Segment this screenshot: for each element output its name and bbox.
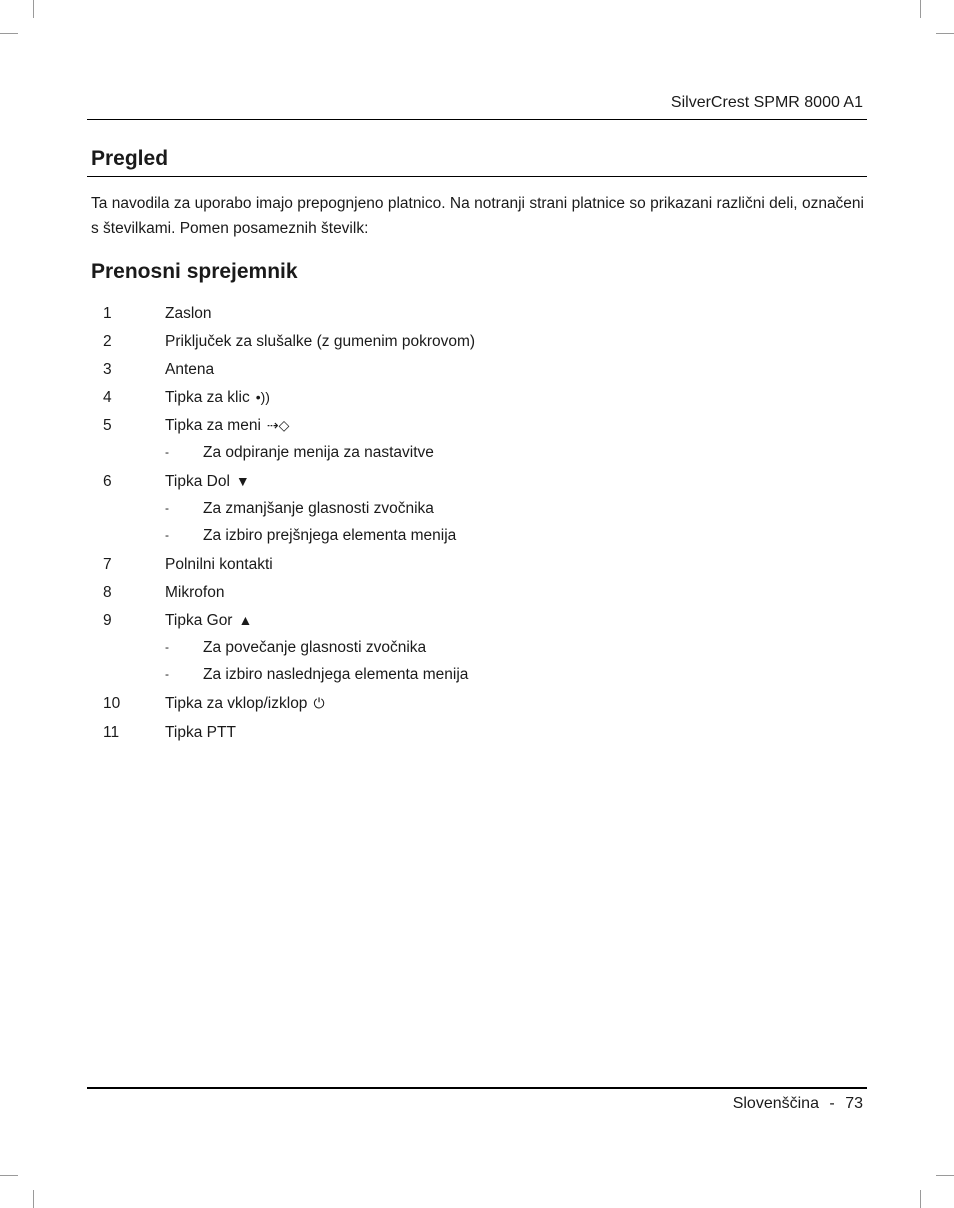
item-number: 4: [103, 389, 112, 406]
key-symbol-icon: ▲: [238, 612, 253, 628]
bullet-dash: -: [165, 445, 169, 459]
bullet-dash: -: [165, 640, 169, 654]
item-label: [165, 333, 475, 351]
key-symbol-icon: ▼: [235, 473, 250, 489]
item-label-text: Tipka Dol: [165, 473, 230, 490]
sub-item-text: Za izbiro naslednjega elementa menija: [203, 666, 469, 683]
key-symbol-icon: ⇢◇: [266, 417, 290, 433]
item-label: [165, 361, 214, 379]
item-label-text: Antena: [165, 361, 215, 378]
page-number: 73: [845, 1095, 863, 1112]
sub-item-text: Za izbiro prejšnjega elementa menija: [203, 527, 457, 544]
page-footer: [733, 1095, 863, 1113]
item-label-text: Tipka za vklop/izklop: [165, 695, 308, 712]
footer-separator: -: [829, 1095, 835, 1112]
item-label: [165, 556, 273, 574]
item-label: [165, 724, 236, 742]
key-symbol-icon: •)): [255, 389, 270, 405]
key-symbol-icon: ⏻: [313, 695, 325, 711]
item-label-text: Tipka za meni: [165, 417, 261, 434]
item-number: 2: [103, 333, 112, 350]
item-number: 9: [103, 612, 112, 629]
header-rule: [87, 119, 867, 120]
footer-language: Slovenščina: [732, 1095, 819, 1112]
item-label-text: Tipka PTT: [165, 724, 236, 741]
footer-rule: [87, 1087, 867, 1089]
running-header: SilverCrest SPMR 8000 A1: [670, 94, 863, 111]
crop-mark: [33, 1190, 34, 1208]
item-number: 1: [103, 305, 112, 322]
item-label-text: Tipka za klic: [165, 389, 250, 406]
sub-item-text: Za zmanjšanje glasnosti zvočnika: [203, 500, 434, 517]
item-label-text: Polnilni kontakti: [165, 556, 273, 573]
item-number: 10: [103, 695, 121, 712]
item-label-text: Tipka Gor: [165, 612, 233, 629]
item-number: 11: [103, 724, 120, 741]
crop-mark: [0, 33, 18, 34]
section-rule: [87, 176, 867, 177]
item-label: [165, 584, 224, 602]
item-number: 8: [103, 584, 112, 601]
crop-mark: [936, 33, 954, 34]
item-label: [165, 305, 212, 323]
item-label: [165, 473, 250, 491]
item-number: 6: [103, 473, 112, 490]
sub-item-text: Za povečanje glasnosti zvočnika: [203, 639, 427, 656]
item-number: 7: [103, 556, 112, 573]
item-label: [165, 612, 252, 630]
crop-mark: [0, 1175, 18, 1176]
intro-paragraph: [91, 191, 864, 241]
item-label-text: Priključek za slušalke (z gumenim pokrovom): [165, 333, 476, 350]
bullet-dash: -: [165, 501, 169, 515]
item-label-text: Mikrofon: [165, 584, 225, 601]
item-label-text: Zaslon: [165, 305, 212, 322]
crop-mark: [920, 0, 921, 18]
bullet-dash: -: [165, 667, 169, 681]
item-label: [165, 695, 325, 713]
item-label: [165, 389, 270, 407]
crop-mark: [920, 1190, 921, 1208]
item-label: [165, 417, 289, 435]
intro-text: Ta navodila za uporabo imajo prepognjeno platnico. Na notranji strani platnice so prikazani različni deli, označeni s številkami. Pomen posameznih številk:: [91, 195, 864, 237]
item-number: 5: [103, 417, 112, 434]
section-title-unit: Prenosni sprejemnik: [91, 260, 298, 283]
item-number: 3: [103, 361, 112, 378]
section-title-overview: Pregled: [91, 147, 169, 170]
crop-mark: [33, 0, 34, 18]
bullet-dash: -: [165, 528, 169, 542]
crop-mark: [936, 1175, 954, 1176]
sub-item-text: Za odpiranje menija za nastavitve: [203, 444, 434, 461]
